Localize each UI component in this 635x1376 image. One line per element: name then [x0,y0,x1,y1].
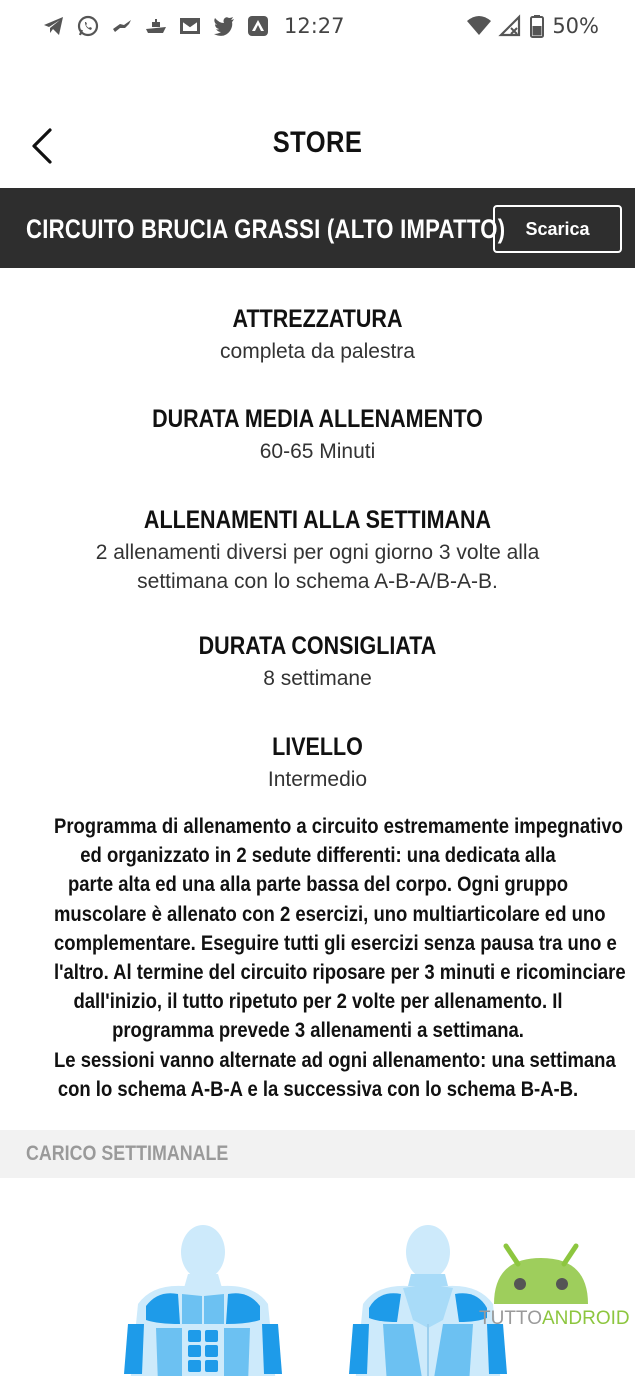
app-header [0,100,635,188]
info-equipment [0,305,635,366]
description-line: dall'inizio, il tutto ripetuto per 2 volte per allenamento. Il [73,990,563,1014]
info-label: DURATA CONSIGLIATA [198,632,437,660]
weekly-load-header [0,1130,635,1178]
watermark-tutto: TUTTO [479,1308,542,1329]
twitter-icon [212,14,236,38]
info-level [0,733,635,794]
info-value: 60-65 Minuti [259,440,376,463]
status-bar-system [466,14,599,38]
description-line: Programma di allenamento a circuito estremamente impegnativo [54,815,623,838]
boat-icon [144,14,168,38]
muscle-map-front [118,1224,288,1376]
gmail-icon [178,14,202,38]
app-store-icon [246,14,270,38]
program-title: CIRCUITO BRUCIA GRASSI (ALTO IMPATTO) [26,214,506,244]
description-line: Le sessioni vanno alternate ad ogni allenamento: una settimana [54,1048,616,1072]
description-line: programma prevede 3 allenamenti a settimana. [112,1019,524,1043]
watermark-text [479,1308,630,1330]
info-label: LIVELLO [272,733,363,761]
whatsapp-icon [76,14,100,38]
weekly-load-label: CARICO SETTIMANALE [26,1142,229,1165]
download-button[interactable]: Scarica [493,205,622,253]
watermark-android: ANDROID [541,1308,630,1329]
no-signal-icon [498,14,522,38]
status-bar-notifications [42,14,345,38]
description-line: con lo schema A-B-A e la successiva con lo schema B-A-B. [57,1077,579,1101]
wifi-icon [466,14,490,38]
drone-icon [110,14,134,38]
description-line: parte alta ed una alla parte bassa del corpo. Ogni gruppo [67,873,569,897]
status-time: 12:27 [284,14,345,38]
info-value: 8 settimane [263,667,372,690]
info-weekly-workouts [0,506,635,596]
description-line: ed organizzato in 2 sedute differenti: una dedicata alla [80,844,556,868]
info-recommended-duration [0,632,635,693]
status-bar [0,0,635,58]
info-value: completa da palestra [220,340,415,363]
battery-icon [530,14,544,38]
info-label: ATTREZZATURA [232,305,403,333]
description-line: muscolare è allenato con 2 esercizi, uno multiarticolare ed uno [54,902,606,926]
description-line: complementare. Eseguire tutti gli esercizi senza pausa tra uno e [54,931,617,955]
page-title: STORE [272,126,363,159]
info-label: DURATA MEDIA ALLENAMENTO [152,405,483,433]
telegram-icon [42,14,66,38]
description-line: l'altro. Al termine del circuito riposare per 3 minuti e ricominciare [54,961,626,985]
info-average-duration [0,405,635,466]
info-value: Intermedio [267,768,368,791]
info-value: 2 allenamenti diversi per ogni giorno 3 volte alla settimana con lo schema A-B-A/B-A-B. [95,541,540,593]
program-description [54,812,626,1104]
battery-percentage: 50% [552,14,599,38]
info-label: ALLENAMENTI ALLA SETTIMANA [143,506,492,534]
program-bar [0,188,635,268]
